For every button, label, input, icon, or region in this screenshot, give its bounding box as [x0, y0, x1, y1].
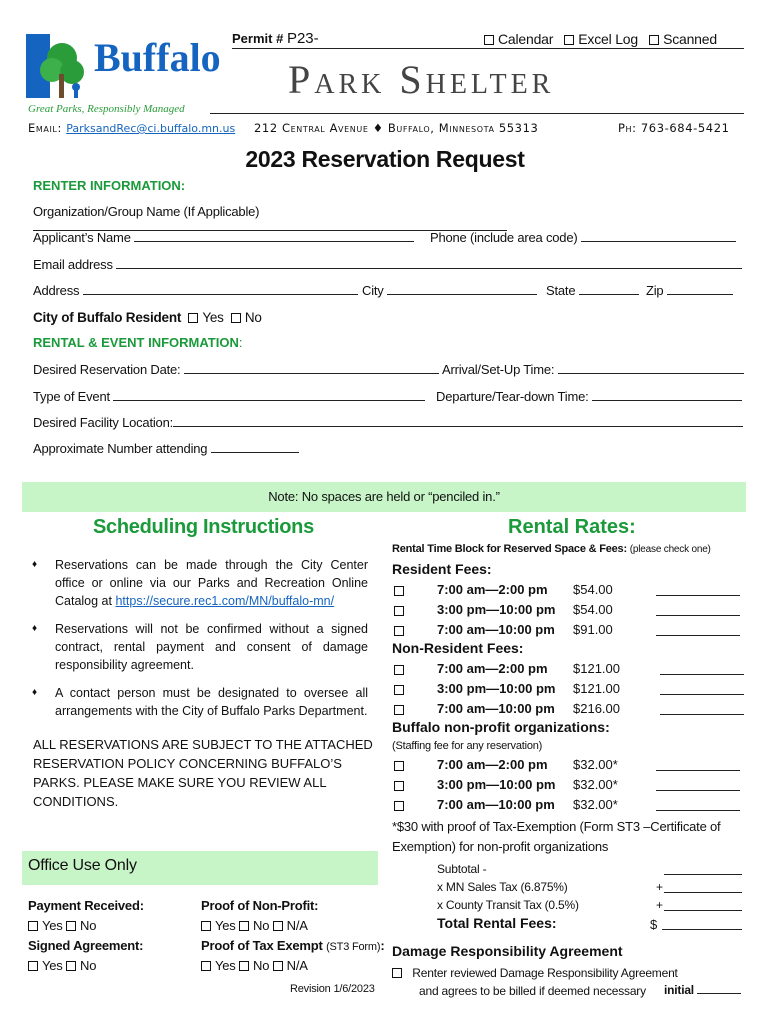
checkbox-icon: [564, 35, 574, 45]
rates-heading: Rental Rates:: [508, 516, 636, 538]
event-type-field[interactable]: [33, 389, 425, 404]
transit-tax-plus: +: [656, 898, 663, 912]
bullet-text: [55, 556, 368, 610]
checkbox-icon: [394, 801, 404, 811]
checkbox-icon: [239, 921, 249, 931]
checkbox-icon: [201, 961, 211, 971]
zip-label: Zip: [646, 283, 664, 298]
city-input[interactable]: [387, 283, 537, 295]
title-line: [210, 113, 744, 114]
permit-label: [232, 30, 319, 47]
checkbox-icon: [231, 313, 241, 323]
resident-yes[interactable]: [188, 310, 223, 325]
note-bar: Note: No spaces are held or “penciled in.”: [22, 482, 746, 512]
payment-yes-label: Yes: [42, 918, 63, 933]
payment-label: Payment Received:: [28, 898, 144, 913]
address: 212 Central Avenue ♦ Buffalo, Minnesota 55313: [254, 121, 539, 135]
departure-field[interactable]: [436, 389, 742, 404]
logo-tagline: Great Parks, Responsibly Managed: [28, 103, 185, 115]
fee-amount: $54.00: [573, 602, 613, 617]
checkbox-icon: [484, 35, 494, 45]
permit-value: P23-: [286, 30, 319, 47]
taxexempt-label: [201, 938, 384, 953]
checkbox-icon: [394, 626, 404, 636]
damage-text-1: Renter reviewed Damage Responsibility Agreement: [412, 966, 678, 980]
rates-subheading: [392, 543, 711, 555]
arrival-label: Arrival/Set-Up Time:: [442, 362, 555, 377]
email-link[interactable]: ParksandRec@ci.buffalo.mn.us: [66, 122, 236, 135]
damage-heading: Damage Responsibility Agreement: [392, 943, 623, 959]
checkbox-icon: [649, 35, 659, 45]
applicant-label: Applicant’s Name: [33, 230, 131, 245]
facility-label: Desired Facility Location:: [33, 415, 174, 430]
excel-log-check-label: Excel Log: [578, 31, 638, 47]
rental-heading: [33, 335, 242, 350]
fee-amount: $91.00: [573, 622, 613, 637]
fee-amount: $54.00: [573, 582, 613, 597]
subtotal-label: Subtotal -: [437, 862, 487, 876]
date-field[interactable]: [33, 362, 439, 377]
zip-input[interactable]: [667, 283, 733, 295]
fee-row[interactable]: [392, 757, 742, 777]
resident-fees: [392, 582, 742, 642]
total-dollar: $: [650, 917, 658, 932]
fee-time: 7:00 am—10:00 pm: [437, 797, 555, 812]
contact-row: [28, 121, 744, 135]
scanned-check[interactable]: [649, 31, 717, 47]
arrival-field[interactable]: [442, 362, 744, 377]
checkbox-icon: [201, 921, 211, 931]
checkbox-icon: [28, 921, 38, 931]
attending-field[interactable]: [33, 441, 299, 456]
fee-blank: [656, 604, 740, 616]
list-item: [30, 684, 368, 720]
scheduling-list: [30, 556, 368, 720]
list-item: [30, 556, 368, 610]
checkbox-icon: [394, 761, 404, 771]
fee-row[interactable]: [392, 661, 744, 681]
form-title: 2023 Reservation Request: [245, 146, 525, 172]
phone-input[interactable]: [581, 230, 736, 242]
taxexempt-label-text: Proof of Tax Exempt: [201, 938, 323, 953]
rates-footnote: *$30 with proof of Tax-Exemption (Form ST3 –Certificate of Exemption) for non-profit organizations: [392, 819, 721, 854]
email-field[interactable]: [33, 257, 742, 272]
permit-label-text: Permit #: [232, 31, 284, 46]
rates-subheading-text: Rental Time Block for Reserved Space & Fees:: [392, 543, 627, 555]
resident-no[interactable]: [231, 310, 262, 325]
fee-time: 7:00 am—10:00 pm: [437, 622, 555, 637]
initial-label: initial: [664, 983, 694, 997]
transit-tax-label: x County Transit Tax (0.5%): [437, 898, 579, 912]
diamond-bullet-icon: ♦: [32, 559, 38, 570]
office-heading: Office Use Only: [28, 857, 137, 874]
resident-field: [33, 310, 262, 325]
total-label: Total Rental Fees:: [437, 915, 557, 931]
fee-time: 3:00 pm—10:00 pm: [437, 602, 556, 617]
applicant-input[interactable]: [134, 230, 414, 242]
checkbox-icon: [392, 968, 402, 978]
checkbox-icon: [28, 961, 38, 971]
rental-heading-text: RENTAL & EVENT INFORMATION: [33, 335, 239, 350]
arrival-input[interactable]: [558, 362, 744, 374]
checkbox-icon: [394, 685, 404, 695]
signed-yes[interactable]: [28, 958, 63, 973]
fee-amount: $32.00*: [573, 777, 618, 792]
subtotal-input[interactable]: [664, 863, 742, 875]
taxexempt-na[interactable]: [273, 958, 308, 973]
nonprofit-no[interactable]: [239, 918, 269, 933]
fee-time: 3:00 pm—10:00 pm: [437, 681, 556, 696]
signed-no[interactable]: [66, 958, 96, 973]
list-item: [30, 620, 368, 674]
fee-amount: $32.00*: [573, 797, 618, 812]
fee-row[interactable]: [392, 701, 744, 721]
applicant-field[interactable]: [33, 230, 414, 245]
resident-fees-title: Resident Fees:: [392, 561, 492, 577]
nonprofit-na-label: N/A: [286, 918, 308, 933]
calendar-check-label: Calendar: [498, 31, 554, 47]
nonprofit-fees-note: (Staffing fee for any reservation): [392, 740, 543, 752]
diamond-bullet-icon: ♦: [32, 687, 38, 698]
email-field-label: Email address: [33, 257, 113, 272]
initial-field[interactable]: [664, 982, 741, 997]
fee-blank: [656, 759, 740, 771]
nonprofit-label: Proof of Non-Profit:: [201, 898, 319, 913]
fee-row[interactable]: [392, 681, 744, 701]
fee-blank: [656, 779, 740, 791]
total-input[interactable]: [662, 918, 742, 930]
fee-blank: [660, 663, 744, 675]
event-type-label: Type of Event: [33, 389, 110, 404]
fee-row[interactable]: [392, 797, 742, 817]
resident-no-label: No: [244, 310, 262, 325]
resident-yes-label: Yes: [202, 310, 224, 325]
sales-tax-label: x MN Sales Tax (6.875%): [437, 880, 568, 894]
taxexempt-yes[interactable]: [201, 958, 236, 973]
checkbox-icon: [188, 313, 198, 323]
office-checks: [484, 31, 717, 47]
fee-amount: $121.00: [573, 661, 620, 676]
taxexempt-yes-label: Yes: [215, 958, 236, 973]
city-label: City: [362, 283, 384, 298]
taxexempt-na-label: N/A: [286, 958, 308, 973]
damage-agreement[interactable]: [392, 964, 678, 1000]
signed-label: Signed Agreement:: [28, 938, 144, 953]
fee-blank: [656, 584, 740, 596]
checkbox-icon: [394, 586, 404, 596]
initial-input[interactable]: [697, 982, 741, 994]
sales-tax-plus: +: [656, 880, 663, 894]
fee-amount: $121.00: [573, 681, 620, 696]
payment-yes[interactable]: [28, 918, 63, 933]
sales-tax-input[interactable]: [664, 881, 742, 893]
nonprofit-options: [201, 918, 308, 933]
nonresident-fees-title: Non-Resident Fees:: [392, 640, 524, 656]
fee-row[interactable]: [392, 622, 742, 642]
state-label: State: [546, 283, 576, 298]
damage-text-2: and agrees to be billed if deemed necessary: [419, 984, 646, 998]
checkbox-icon: [239, 961, 249, 971]
phone-label: Phone (include area code): [430, 230, 578, 245]
nonprofit-yes-label: Yes: [215, 918, 236, 933]
phone: Ph: 763-684-5421: [618, 121, 730, 135]
bullet-3-text: A contact person must be designated to oversee all arrangements with the City of Buffalo Parks Department.: [55, 686, 368, 718]
calendar-check[interactable]: [484, 31, 553, 47]
date-input[interactable]: [184, 362, 439, 374]
fee-blank: [656, 799, 740, 811]
signed-options: [28, 958, 96, 973]
fee-time: 3:00 pm—10:00 pm: [437, 777, 556, 792]
taxexempt-no-label: No: [253, 958, 270, 973]
resident-label: City of Buffalo Resident: [33, 310, 182, 325]
nonprofit-fees: [392, 757, 742, 817]
email-label: Email:: [28, 121, 62, 135]
taxexempt-no[interactable]: [239, 958, 269, 973]
payment-no[interactable]: [66, 918, 96, 933]
address-label: Address: [33, 283, 80, 298]
state-field[interactable]: [546, 283, 639, 298]
nonprofit-yes[interactable]: [201, 918, 236, 933]
checkbox-icon: [66, 961, 76, 971]
fee-time: 7:00 am—10:00 pm: [437, 701, 555, 716]
renter-heading: RENTER INFORMATION:: [33, 178, 186, 193]
taxexempt-options: [201, 958, 308, 973]
checkbox-icon: [394, 665, 404, 675]
taxexempt-note: (ST3 Form): [326, 941, 381, 953]
fee-time: 7:00 am—2:00 pm: [437, 757, 548, 772]
checkbox-icon: [394, 606, 404, 616]
facility-field[interactable]: [33, 415, 743, 430]
state-input[interactable]: [579, 283, 639, 295]
permit-line: [232, 48, 744, 49]
fee-amount: $32.00*: [573, 757, 618, 772]
payment-options: [28, 918, 96, 933]
city-field[interactable]: [362, 283, 537, 298]
page-title: Park Shelter: [288, 57, 555, 102]
org-label: Organization/Group Name (If Applicable): [33, 204, 260, 219]
attending-input[interactable]: [211, 441, 299, 453]
revision: Revision 1/6/2023: [290, 983, 375, 995]
fee-amount: $216.00: [573, 701, 620, 716]
checkbox-icon: [273, 961, 283, 971]
fee-row[interactable]: [392, 777, 742, 797]
nonresident-fees: [392, 661, 744, 721]
nonprofit-fees-title: Buffalo non-profit organizations:: [392, 719, 610, 735]
departure-input[interactable]: [592, 389, 742, 401]
policy-text: ALL RESERVATIONS ARE SUBJECT TO THE ATTACHED RESERVATION POLICY CONCERNING BUFFALO’S PARKS. PLEASE MAKE SURE YOU REVIEW ALL CONDITIONS.: [33, 737, 373, 809]
address-input[interactable]: [83, 283, 358, 295]
diamond-bullet-icon: ♦: [32, 623, 38, 634]
taxexempt-colon: :: [380, 938, 385, 953]
fee-blank: [660, 703, 744, 715]
scheduling-heading: Scheduling Instructions: [93, 516, 314, 538]
nonprofit-no-label: No: [253, 918, 270, 933]
fee-time: 7:00 am—2:00 pm: [437, 661, 548, 676]
rates-subheading-note: (please check one): [629, 544, 711, 555]
payment-no-label: No: [80, 918, 97, 933]
facility-input[interactable]: [173, 415, 743, 427]
fee-row[interactable]: [392, 602, 742, 622]
checkbox-icon: [273, 921, 283, 931]
email-input[interactable]: [116, 257, 742, 269]
zip-field[interactable]: [646, 283, 733, 298]
fee-blank: [656, 624, 740, 636]
nonprofit-na[interactable]: [273, 918, 308, 933]
scanned-check-label: Scanned: [663, 31, 717, 47]
checkbox-icon: [394, 781, 404, 791]
address-field[interactable]: [33, 283, 358, 298]
signed-no-label: No: [80, 958, 97, 973]
date-label: Desired Reservation Date:: [33, 362, 181, 377]
attending-label: Approximate Number attending: [33, 441, 208, 456]
phone-field[interactable]: [430, 230, 736, 245]
event-type-input[interactable]: [113, 389, 425, 401]
fee-blank: [660, 683, 744, 695]
rental-heading-colon: :: [238, 335, 243, 350]
fee-row[interactable]: [392, 582, 742, 602]
signed-yes-label: Yes: [42, 958, 63, 973]
catalog-link[interactable]: https://secure.rec1.com/MN/buffalo-mn/: [115, 594, 335, 608]
checkbox-icon: [66, 921, 76, 931]
bullet-1-text: Reservations can be made through the City Center office or online via our Parks and Recreation Online Catalog at: [55, 558, 368, 608]
fee-time: 7:00 am—2:00 pm: [437, 582, 548, 597]
logo-word: Buffalo: [94, 35, 221, 80]
bullet-2-text: Reservations will not be confirmed without a signed contract, rental payment and consent of damage responsibility agreement.: [55, 622, 368, 672]
departure-label: Departure/Tear-down Time:: [436, 389, 589, 404]
transit-tax-input[interactable]: [664, 899, 742, 911]
excel-log-check[interactable]: [564, 31, 638, 47]
checkbox-icon: [394, 705, 404, 715]
